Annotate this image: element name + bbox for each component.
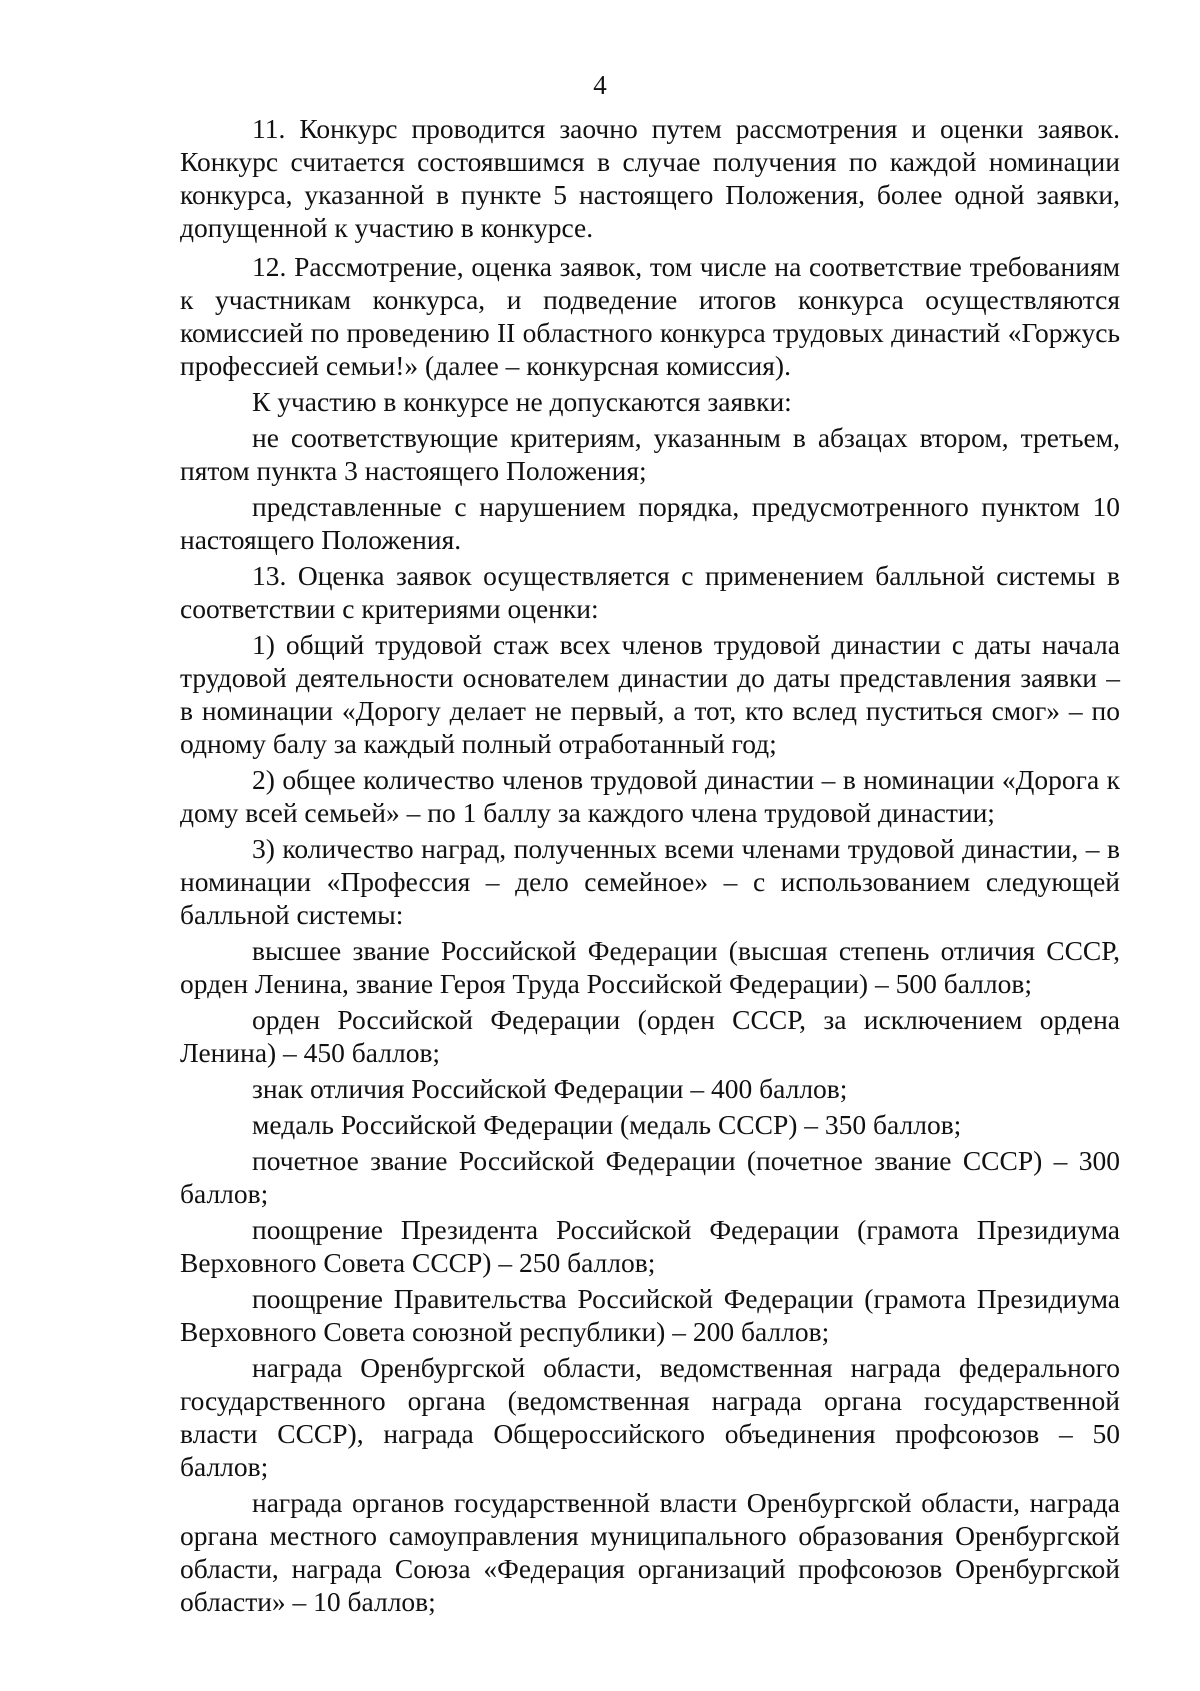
criterion-3: 3) количество наград, полученных всеми членами трудовой династии, – в номинации «Профессия – дело семейное» – с использованием следующей балльной системы:: [180, 833, 1120, 930]
criterion-1: 1) общий трудовой стаж всех членов трудовой династии с даты начала трудовой деятельности основателем династии до даты представления заявки – в номинации «Дорогу делает не первый, а тот, кто вслед пуститься смог» – по одному балу за каждый полный отработанный год;: [180, 629, 1120, 759]
paragraph-not-admitted-intro: К участию в конкурсе не допускаются заявки:: [252, 386, 792, 417]
paragraph-12: 12. Рассмотрение, оценка заявок, том числе на соответствие требованиям к участникам конкурса, и подведение итогов конкурса осуществляются комиссией по проведению II областного конкурса трудовых династий «Горжусь профессией семьи!» (далее – конкурсная комиссия).: [180, 251, 1120, 381]
page-number: 4: [593, 70, 607, 100]
paragraph-11: 11. Конкурс проводится заочно путем рассмотрения и оценки заявок. Конкурс считается состоявшимся в случае получения по каждой номинации конкурса, указанной в пункте 5 настоящего Положения, более одной заявки, допущенной к участию в конкурсе.: [180, 113, 1120, 243]
award-medal: медаль Российской Федерации (медаль СССР) – 350 баллов;: [252, 1109, 962, 1140]
paragraph-not-matching-criteria: не соответствующие критериям, указанным в абзацах втором, третьем, пятом пункта 3 настоящего Положения;: [180, 422, 1120, 486]
award-local-authorities: награда органов государственной власти Оренбургской области, награда органа местного самоуправления муниципального образования Оренбургской области, награда Союза «Федерация организаций профсоюзов Оренбургской области» – 10 баллов;: [180, 1487, 1120, 1617]
document-body: [180, 112, 1120, 1621]
award-orenburg-region: награда Оренбургской области, ведомственная награда федерального государственного органа (ведомственная награда органа государственной власти СССР), награда Общероссийского объединения профсоюзов – 50 баллов;: [180, 1352, 1120, 1482]
award-order: орден Российской Федерации (орден СССР, за исключением ордена Ленина) – 450 баллов;: [180, 1004, 1120, 1068]
award-highest-title: высшее звание Российской Федерации (высшая степень отличия СССР, орден Ленина, звание Героя Труда Российской Федерации) – 500 баллов;: [180, 935, 1120, 999]
award-government-encouragement: поощрение Правительства Российской Федерации (грамота Президиума Верховного Совета союзной республики) – 200 баллов;: [180, 1283, 1120, 1347]
paragraph-procedure-violation: представленные с нарушением порядка, предусмотренного пунктом 10 настоящего Положения.: [180, 491, 1120, 555]
award-honorary-title: почетное звание Российской Федерации (почетное звание СССР) – 300 баллов;: [180, 1145, 1120, 1209]
criterion-2: 2) общее количество членов трудовой династии – в номинации «Дорога к дому всей семьей» – по 1 баллу за каждого члена трудовой династии;: [180, 764, 1120, 828]
award-president-encouragement: поощрение Президента Российской Федерации (грамота Президиума Верховного Совета СССР) – 250 баллов;: [180, 1214, 1120, 1278]
award-badge-of-distinction: знак отличия Российской Федерации – 400 баллов;: [252, 1073, 848, 1104]
paragraph-13: 13. Оценка заявок осуществляется с применением балльной системы в соответствии с критериями оценки:: [180, 560, 1120, 624]
